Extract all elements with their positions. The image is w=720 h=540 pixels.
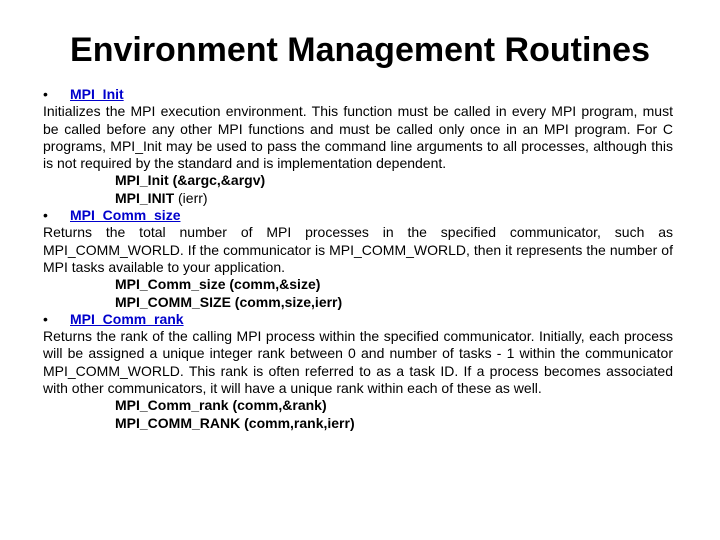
bullet-item-mpi-init: [43, 86, 673, 103]
function-name: MPI_Init: [115, 172, 169, 189]
function-name: MPI_Comm_rank: [115, 397, 229, 414]
mpi-comm-size-fortran-signature: [115, 294, 673, 311]
mpi-comm-rank-c-signature: [115, 397, 673, 414]
mpi-init-c-signature: [115, 172, 673, 189]
bullet-icon: •: [43, 86, 48, 102]
mpi-comm-rank-fortran-signature: [115, 415, 673, 432]
bullet-icon: •: [43, 207, 48, 224]
function-args: (comm,&size): [229, 276, 321, 293]
bullet-icon: •: [43, 310, 48, 327]
function-name: MPI_INIT: [115, 189, 175, 206]
function-args: (comm,size,ierr): [234, 293, 343, 310]
bullet-item-mpi-comm-rank: [43, 311, 673, 328]
slide-title: Environment Management Routines: [70, 31, 650, 69]
function-name: MPI_COMM_SIZE: [115, 293, 231, 310]
mpi-init-description: Initializes the MPI execution environment. This function must be called in every MPI program, must be called before any other MPI functions and must be called only once in an MPI program. For C programs, MPI_Init may be used to pass the command line arguments to all processes, although this is not required by the standard and is implementation dependent.: [43, 103, 673, 172]
mpi-init-link[interactable]: MPI_Init: [70, 86, 124, 102]
function-args: (comm,rank,ierr): [244, 414, 355, 431]
function-args: (comm,&rank): [232, 397, 327, 414]
function-name: MPI_Comm_size: [115, 276, 226, 293]
mpi-init-fortran-signature: [115, 190, 673, 207]
bullet-item-mpi-comm-size: [43, 207, 673, 224]
mpi-comm-size-description: Returns the total number of MPI processes in the specified communicator, such as MPI_COMM_WORLD. If the communicator is MPI_COMM_WORLD, then it represents the number of MPI tasks available to your application.: [43, 224, 673, 275]
mpi-comm-size-c-signature: [115, 276, 673, 293]
mpi-comm-size-link[interactable]: MPI_Comm_size: [70, 207, 181, 224]
slide-body: [43, 86, 673, 432]
mpi-comm-rank-link[interactable]: MPI_Comm_rank: [70, 310, 184, 327]
function-args: (ierr): [178, 189, 208, 206]
mpi-comm-rank-description: Returns the rank of the calling MPI process within the specified communicator. Initially, each process will be assigned a unique integer rank between 0 and number of tasks - 1 within the communicator MPI_COMM_WORLD. This rank is often referred to as a task ID. If a process becomes associated with other communicators, it will have a unique rank within each of these as well.: [43, 328, 673, 397]
function-args: (&argc,&argv): [172, 172, 266, 189]
function-name: MPI_COMM_RANK: [115, 414, 241, 431]
